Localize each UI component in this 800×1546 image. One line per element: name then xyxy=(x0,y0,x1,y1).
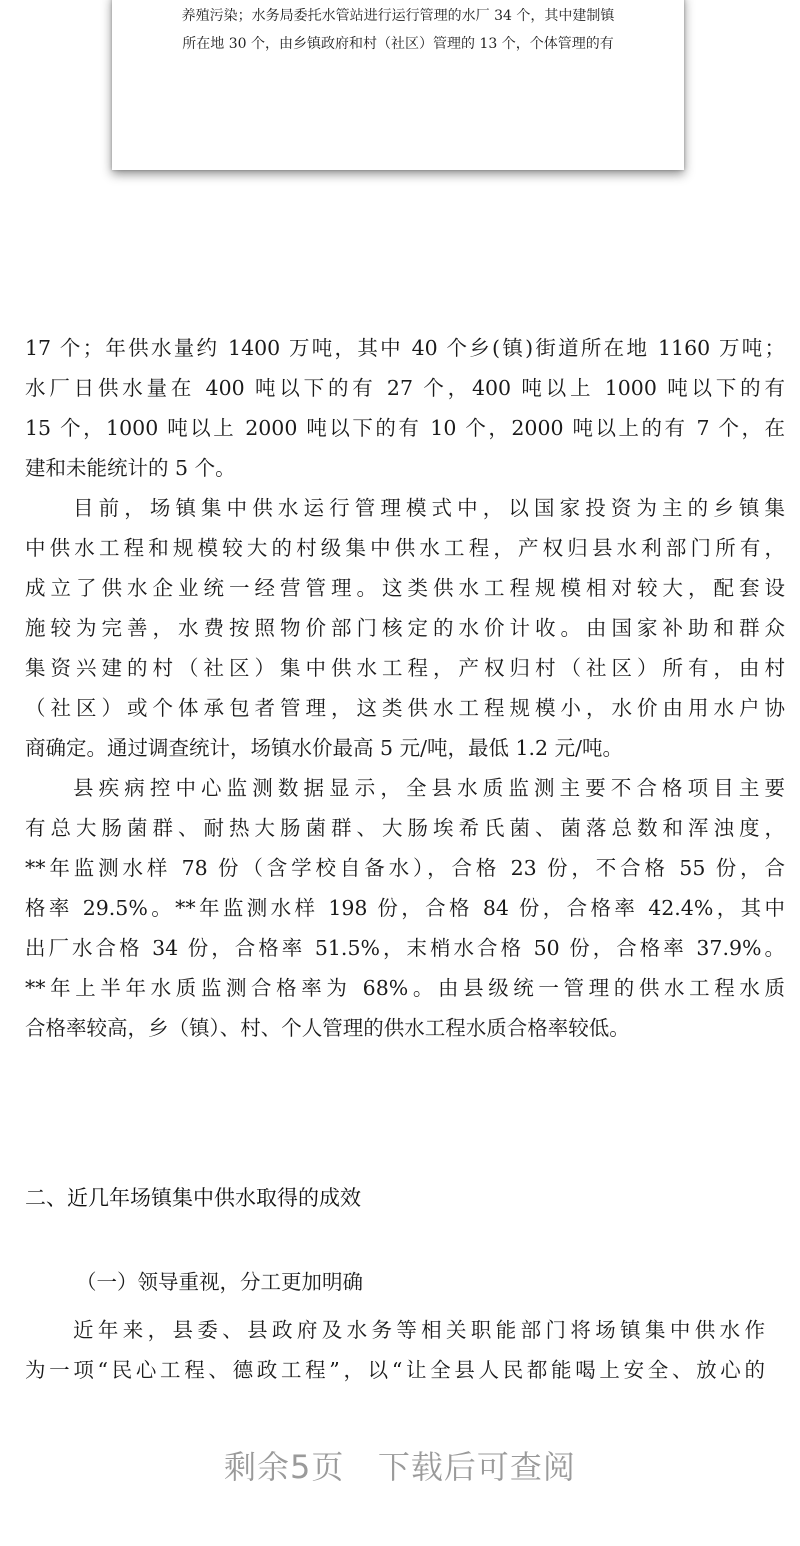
paragraph-line: 15 个，1000 吨以上 2000 吨以下的有 10 个，2000 吨以上的有 7 个，在 xyxy=(25,416,785,440)
subsection-heading: （一）领导重视，分工更加明确 xyxy=(76,1270,363,1294)
preview-page-card xyxy=(112,0,684,170)
paragraph-line: 合格率较高，乡（镇）、村、个人管理的供水工程水质合格率较低。 xyxy=(25,1016,630,1040)
paragraph-line: （社区）或个体承包者管理，这类供水工程规模小，水价由用水户协 xyxy=(25,696,785,720)
paragraph-line: 县疾病控中心监测数据显示，全县水质监测主要不合格项目主要 xyxy=(73,776,785,800)
paragraph-line: 施较为完善，水费按照物价部门核定的水价计收。由国家补助和群众 xyxy=(25,616,785,640)
preview-text-line: 养殖污染；水务局委托水管站进行运行管理的水厂 34 个，其中建制镇 xyxy=(181,8,615,24)
paragraph-line: 为一项“民心工程、德政工程”，以“让全县人民都能喝上安全、放心的 xyxy=(25,1358,765,1382)
paragraph-line: 目前，场镇集中供水运行管理模式中，以国家投资为主的乡镇集 xyxy=(73,496,785,520)
document-body xyxy=(25,328,785,1048)
paragraph-line: 出厂水合格 34 份，合格率 51.5%，末梢水合格 50 份，合格率 37.9%。 xyxy=(25,936,785,960)
section-heading: 二、近几年场镇集中供水取得的成效 xyxy=(25,1186,361,1210)
paragraph-line: 商确定。通过调查统计，场镇水价最高 5 元/吨，最低 1.2 元/吨。 xyxy=(25,736,624,760)
paragraph-line: 集资兴建的村（社区）集中供水工程，产权归村（社区）所有，由村 xyxy=(25,656,785,680)
paragraph-line: 水厂日供水量在 400 吨以下的有 27 个，400 吨以上 1000 吨以下的有 xyxy=(25,376,785,400)
download-remaining-pages-link[interactable]: 剩余5页 下载后可查阅 xyxy=(224,1448,576,1486)
paragraph-line: 近年来，县委、县政府及水务等相关职能部门将场镇集中供水作 xyxy=(73,1318,765,1342)
section-body xyxy=(25,1310,765,1390)
paragraph-line: 中供水工程和规模较大的村级集中供水工程，产权归县水利部门所有， xyxy=(25,536,785,560)
paragraph-line: 有总大肠菌群、耐热大肠菌群、大肠埃希氏菌、菌落总数和浑浊度， xyxy=(25,816,785,840)
paragraph-line: 格率 29.5%。**年监测水样 198 份，合格 84 份，合格率 42.4%，其中 xyxy=(25,896,785,920)
paragraph-line: 成立了供水企业统一经营管理。这类供水工程规模相对较大，配套设 xyxy=(25,576,785,600)
preview-text-line: 所在地 30 个，由乡镇政府和村（社区）管理的 13 个，个体管理的有 xyxy=(182,36,614,52)
paragraph-line: 建和未能统计的 5 个。 xyxy=(25,456,236,480)
paragraph-line: **年监测水样 78 份（含学校自备水），合格 23 份，不合格 55 份，合 xyxy=(25,856,785,880)
paragraph-line: 17 个；年供水量约 1400 万吨，其中 40 个乡(镇)街道所在地 1160 万吨； xyxy=(25,336,785,360)
paragraph-line: **年上半年水质监测合格率为 68%。由县级统一管理的供水工程水质 xyxy=(25,976,785,1000)
